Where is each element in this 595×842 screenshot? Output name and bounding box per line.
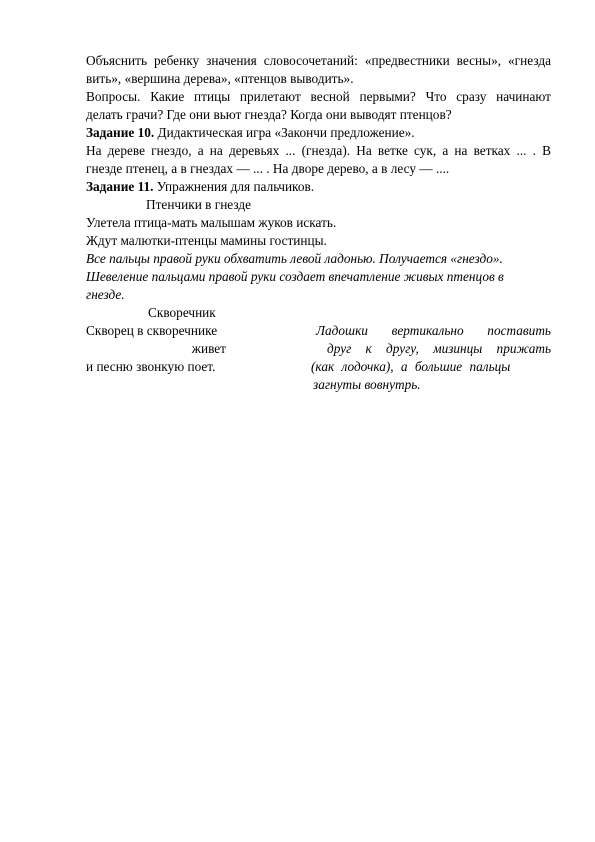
poem-text-column [86, 322, 266, 376]
instruction-line: Шевеление пальцами правой руки создает впечатление живых птенцов в [86, 269, 504, 284]
task10-text: Дидактическая игра «Закончи предложение». [154, 125, 415, 140]
task10-line: гнезде птенец, а в гнездах — ... . На дворе дерево, а в лесу — .... [86, 161, 450, 176]
task10-heading [86, 124, 551, 142]
poem-line: и песню звонкую поет. [86, 359, 216, 374]
instruction-column [311, 322, 551, 394]
poem-title: Скворечник [148, 305, 216, 320]
instruction-line: друг к другу, мизинцы прижать [327, 341, 551, 356]
document-page [86, 52, 551, 394]
task11-text: Упражнения для пальчиков. [153, 179, 315, 194]
instruction-line: (как лодочка), а большие пальцы [311, 359, 511, 374]
task11-heading [86, 178, 551, 196]
paragraph-line: Объяснить ребенку значения словосочетаний: «предвестники весны», «гнезда [86, 53, 551, 68]
poem-line: живет [191, 341, 226, 356]
paragraph-line: вить», «вершина дерева», «птенцов выводить». [86, 71, 354, 86]
poem-title: Птенчики в гнезде [146, 197, 252, 212]
poem-line: Ждут малютки-птенцы мамины гостинцы. [86, 233, 327, 248]
questions-line: делать грачи? Где они вьют гнезда? Когда они выводят птенцов? [86, 107, 452, 122]
task10-line: На дереве гнездо, а на деревьях ... (гнезда). На ветке сук, а на ветках ... . В [86, 143, 551, 158]
poem-columns [86, 322, 551, 394]
instruction-line: Все пальцы правой руки обхватить левой ладонью. Получается «гнездо». [86, 251, 503, 266]
questions-line: Вопросы. Какие птицы прилетают весной первыми? Что сразу начинают [86, 89, 551, 104]
instruction-line: загнуты вовнутрь. [313, 377, 421, 392]
task10-label: Задание 10. [86, 125, 155, 140]
task11-label: Задание 11. [86, 179, 154, 194]
instruction-line: Ладошки вертикально поставить [316, 323, 551, 338]
poem-line: Скворец в скворечнике [86, 323, 218, 338]
instruction-line: гнезде. [86, 287, 125, 302]
poem-line: Улетела птица-мать малышам жуков искать. [86, 215, 337, 230]
